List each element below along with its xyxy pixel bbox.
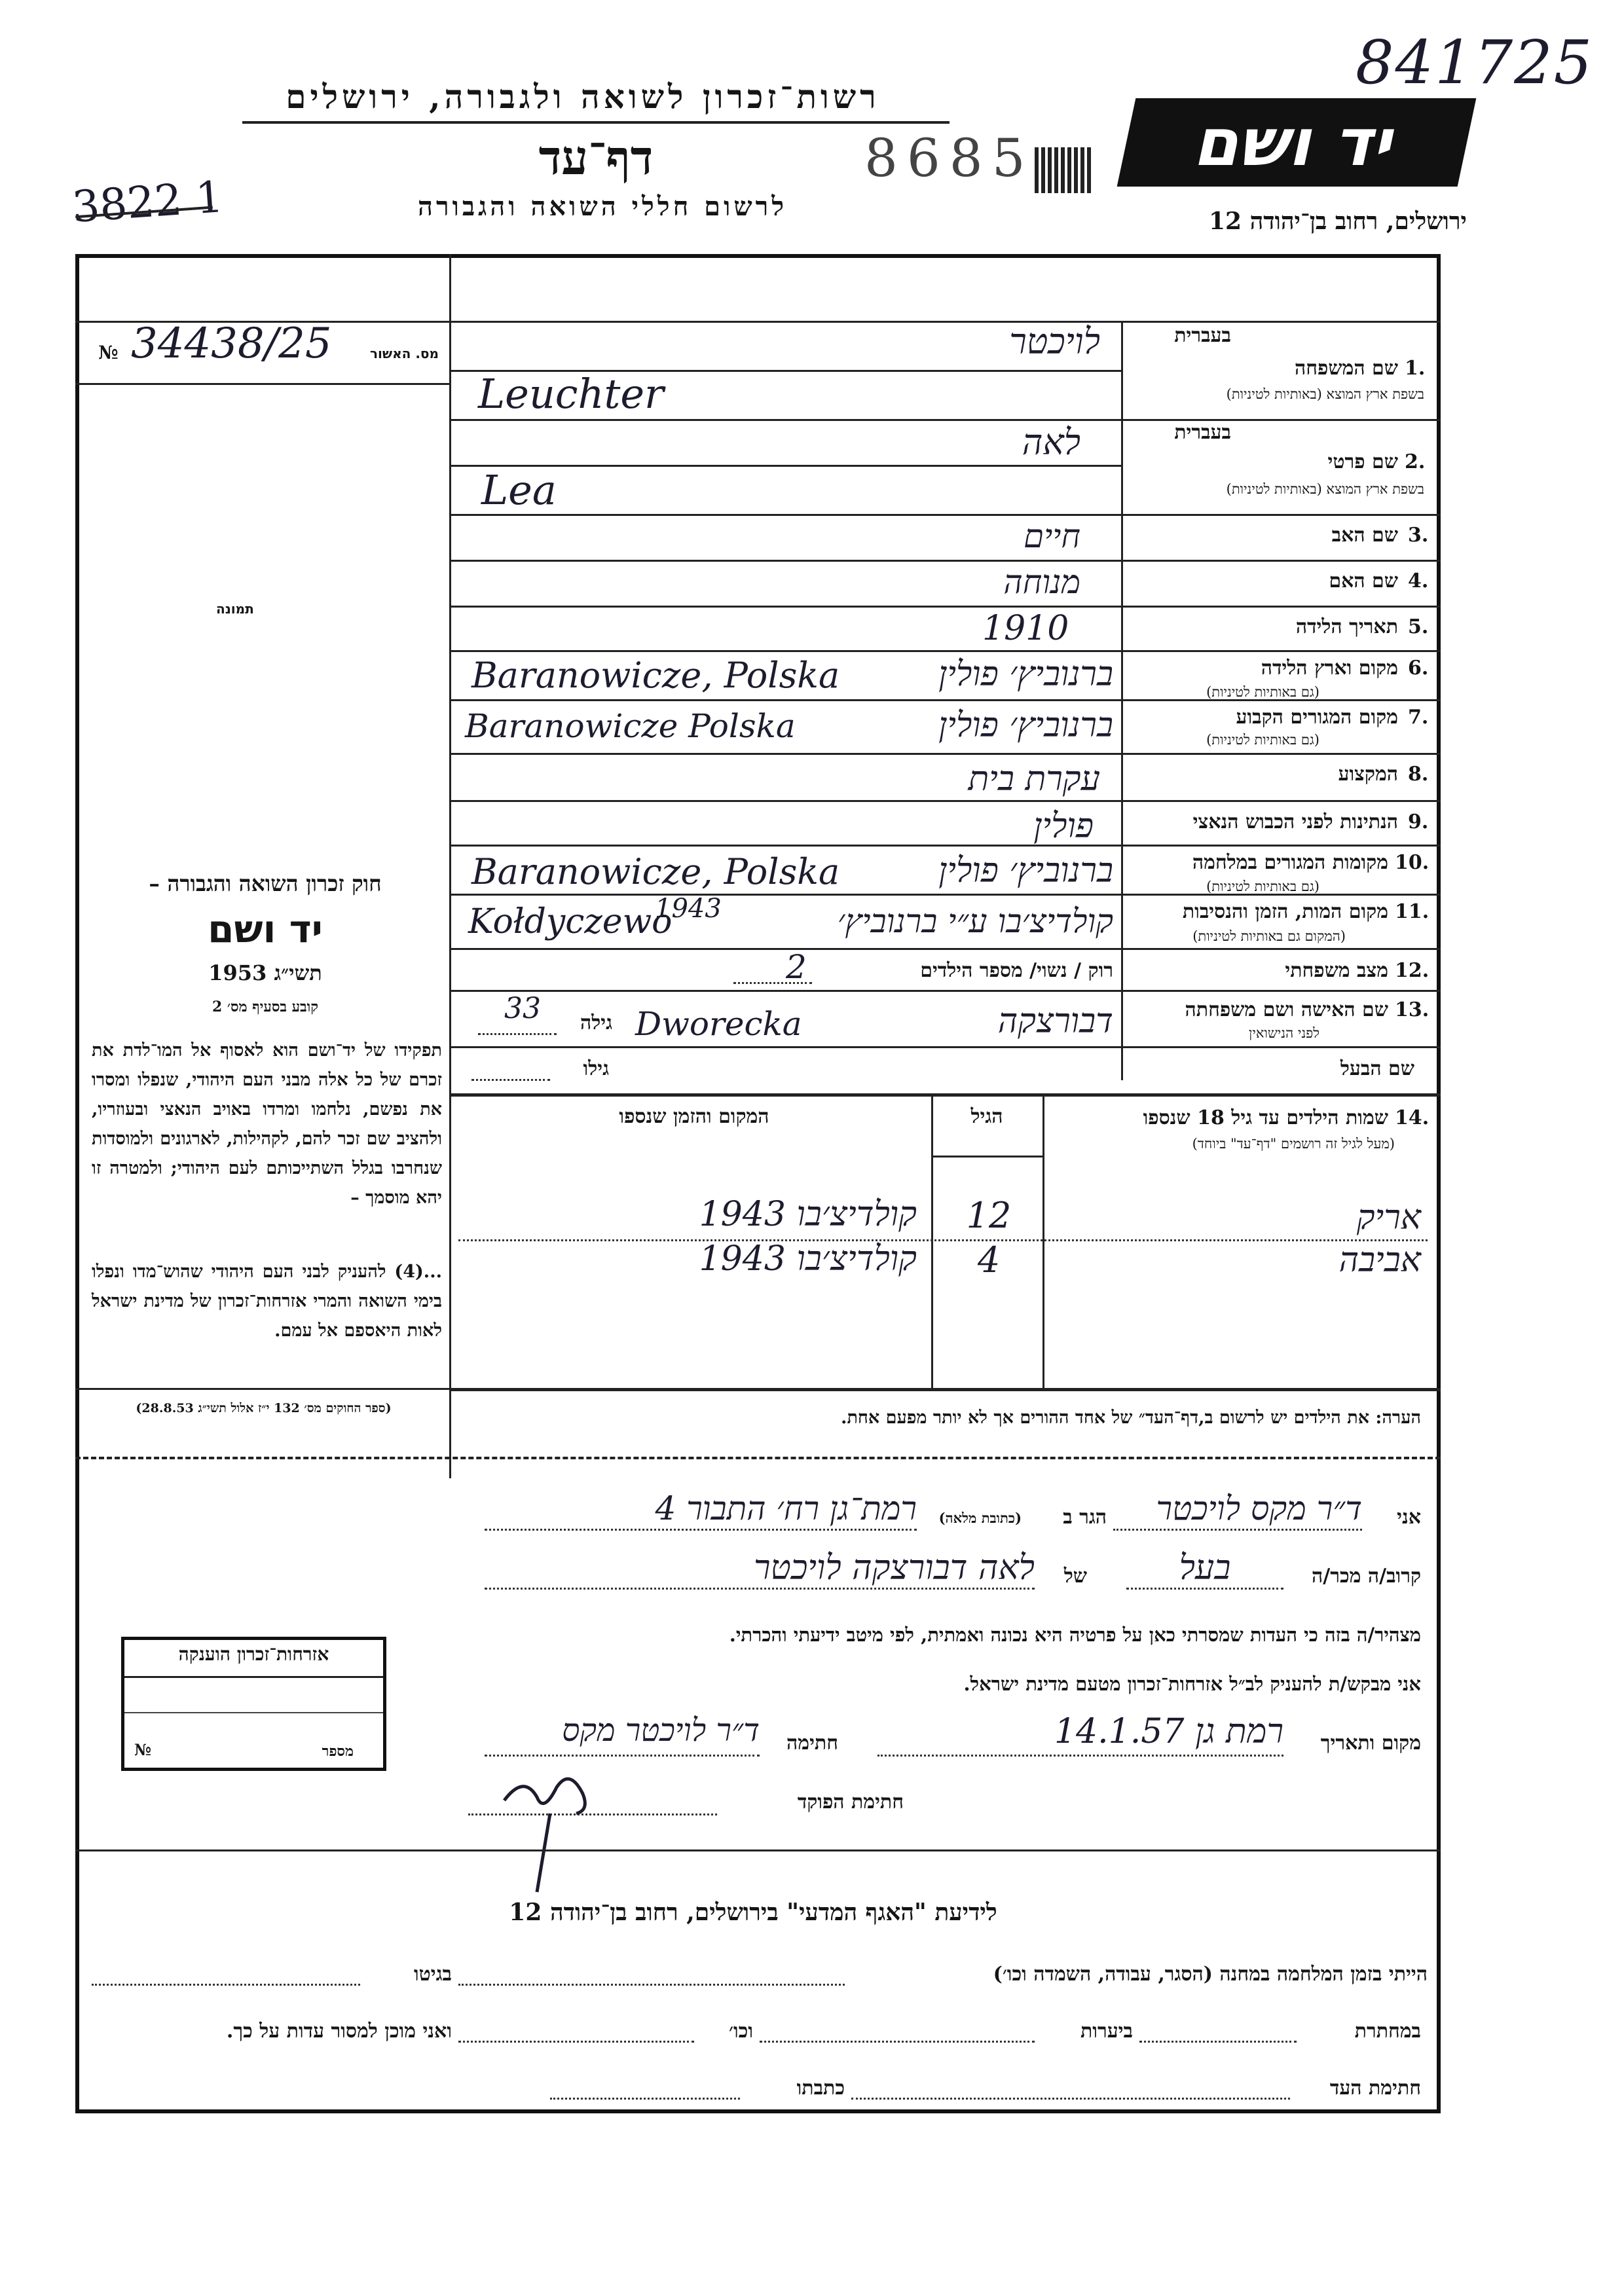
child-age: 12 [966, 1195, 1012, 1236]
child-age: 4 [977, 1239, 1001, 1281]
row-line [449, 699, 1441, 701]
law-name: יד ושם [208, 907, 323, 951]
children-table-top [449, 1093, 1441, 1097]
row-line [449, 1046, 1441, 1048]
field-13-age-value: 33 [504, 992, 541, 1025]
child-place: קולדיצ׳בו 1943 [699, 1195, 917, 1234]
field-5-number: 5. [1408, 615, 1429, 638]
husband-age-label: גילו [583, 1057, 609, 1080]
field-11-sublabel: (המקום גם באותיות לטיניות) [1192, 928, 1346, 944]
handwritten-left-number: 3822 1 [70, 172, 225, 232]
field-2-hebrew-value: לאה [1022, 422, 1080, 463]
handwritten-archive-number: 841725 [1356, 27, 1594, 98]
field-7-hebrew-value: ברנוביץ׳ פולין [938, 706, 1113, 745]
cert-line [75, 383, 449, 385]
field-13-number: 13. [1395, 998, 1430, 1021]
field-2-sublabel: בשפת ארץ המוצא (באותיות לטיניות) [1226, 481, 1424, 497]
law-title: חוק זכרון השואה והגבורה – [149, 871, 382, 896]
form-title: דף־עד [538, 130, 654, 185]
husband-age-line [471, 1079, 550, 1081]
stamp-number: 8685 [864, 128, 1035, 189]
address-hint: (כתובת מלאה) [938, 1510, 1022, 1526]
field-1-sublabel: בשפת ארץ המוצא (באותיות לטיניות) [1226, 386, 1424, 402]
research-line1-dots [458, 1984, 845, 1986]
form-subtitle: לרשום חללי השואה והגבורה [417, 191, 788, 222]
children-title: שמות הילדים עד גיל 18 שנספו [1143, 1106, 1388, 1129]
law-year: תשי״ג 1953 [208, 960, 322, 985]
row-line [449, 753, 1441, 755]
field-13-hebrew-value: דבורצקה [997, 1002, 1113, 1041]
field-6-latin-value: Baranowicze, Polska [471, 655, 840, 696]
row-line [449, 514, 1441, 516]
field-7-sublabel: (גם באותיות לטיניות) [1206, 732, 1320, 748]
research-line3-dots [851, 2098, 1290, 2100]
research-line2-mid: ביערות [1080, 2020, 1133, 2043]
field-8-label: המקצוע [1338, 763, 1398, 786]
clerk-signature-label: חתימת הפוקד [797, 1791, 904, 1813]
row-line [449, 948, 1441, 950]
declaration-i-line [1113, 1529, 1362, 1531]
institution-name: רשות־זכרון לשואה ולגבורה, ירושלים [286, 77, 880, 116]
place-date-label: מקום ותאריך [1320, 1732, 1421, 1755]
of-value: לאה דבורצקה לויכטר [754, 1548, 1035, 1588]
field-13-latin-value: Dworecka [635, 1005, 802, 1043]
of-label: של [1063, 1565, 1087, 1588]
field-6-sublabel: (גם באותיות לטיניות) [1206, 684, 1320, 700]
row-line [449, 800, 1441, 802]
citizenship-box-number-label: מספר [322, 1743, 354, 1760]
photo-label: תמונה [216, 601, 254, 617]
declaration-statement: מצהיר/ה בזה כי העדות שמסרתי כאן על פרטיה היא נכונה ואמתית, לפי מיטב ידיעתי והכרתי. [729, 1624, 1421, 1646]
child-name: אריק [1356, 1198, 1421, 1237]
field-10-sublabel: (גם באותיות לטיניות) [1206, 879, 1320, 894]
research-line1-dots-left [92, 1984, 360, 1986]
field-12-options: רוק / נשוי/ מספר הילדים [920, 959, 1113, 982]
address: ירושלים, רחוב בן־יהודה 12 [1208, 208, 1467, 235]
place-date-line [877, 1755, 1283, 1757]
field-2-number: 2. [1405, 450, 1426, 473]
citizenship-box-line [124, 1712, 383, 1713]
field-4-label: שם האם [1329, 570, 1398, 592]
address-line [485, 1529, 917, 1531]
research-line2-start: במחתרת [1354, 2020, 1421, 2043]
research-line3-end: כתבתו [796, 2077, 845, 2100]
field-12-underline [733, 982, 812, 984]
research-line1: הייתי בזמן המלחמה במחנה (הסגר, עבודה, השמדה וכו׳) [993, 1963, 1428, 1986]
field-9-label: הנתינות לפני הכבוש הנאצי [1192, 811, 1398, 833]
research-line2-etc: וכו׳ [729, 2020, 753, 2043]
declaration-request: אני מבקש/ת להעניק לב״ל אזרחות־זכרון מטעם מדינת ישראל. [963, 1673, 1421, 1695]
field-2-in-hebrew: בעברית [1174, 421, 1231, 444]
field-13-age-label: גילה [580, 1011, 612, 1034]
declaration-i-label: אני [1397, 1506, 1421, 1529]
field-4-value: מנוחה [1003, 563, 1080, 601]
field-13-label: שם האישה ושם משפחתה [1185, 998, 1388, 1021]
clerk-signature-scribble [498, 1761, 616, 1899]
address-value: רמת־גן רח׳ התבור 4 [655, 1489, 917, 1527]
relative-label: קרוב/ה מכר/ה [1312, 1565, 1421, 1588]
residing-label: הגר ב [1063, 1506, 1107, 1529]
signature-label: חתימה [786, 1732, 838, 1755]
citizenship-box-title: אזרחות־זכרון הוענקה [178, 1643, 329, 1665]
row-line [449, 606, 1441, 608]
note-bottom-line [75, 1457, 1441, 1459]
research-line3-start: חתימת העד [1329, 2077, 1421, 2100]
field-9-value: פולין [1033, 807, 1094, 846]
field-8-value: עקרת בית [968, 759, 1100, 799]
stamp-marks [1035, 147, 1094, 193]
declaration-i-value: ד״ר מקס לויכטר [1156, 1489, 1362, 1527]
field-1-number: 1. [1405, 357, 1426, 380]
field-1-hebrew-value: לויכטר [1009, 321, 1100, 362]
children-place-header: המקום והזמן שנספו [619, 1105, 769, 1128]
children-header-line [931, 1156, 1043, 1157]
field-10-label: מקומות המגורים במלחמה [1192, 851, 1388, 874]
field-5-value: 1910 [982, 609, 1069, 648]
field-13-sublabel: לפני הנישואין [1249, 1025, 1320, 1041]
of-line [485, 1588, 1035, 1590]
field-3-value: חיים [1023, 517, 1080, 555]
child-place: קולדיצ׳בו 1943 [699, 1239, 917, 1279]
field-11-label: מקום המות, הזמן והנסיבות [1182, 900, 1388, 923]
field-6-label: מקום וארץ הלידה [1261, 657, 1398, 680]
field-13-age-line [478, 1033, 557, 1035]
research-title: לידיעת "האגף המדעי" בירושלים, רחוב בן־יהודה 12 [509, 1899, 997, 1926]
row-line [449, 990, 1441, 992]
row-line [449, 894, 1441, 896]
signature-value: ד״ר לויכטר מקס [562, 1712, 760, 1749]
research-line2-dots [1139, 2041, 1297, 2043]
research-top-line [75, 1850, 1441, 1851]
field-10-latin-value: Baranowicze, Polska [471, 851, 840, 892]
law-clause: קובע בסעיף מס׳ 2 [212, 998, 319, 1015]
law-text: תפקידו של יד־ושם הוא לאסוף אל המו־לדת את זכרם של כל אלה מבני העם היהודי, שנפלו ומסרו את נפשם, נלחמו ומרדו באויב הנאצי ובעוזריו, ולהציב שם זכר להם, לקהילות, לארגונים ולמוסדות שנחרבו בגלל השתייכותם לעם היהודי; ולמטרה זו יהא מוסמך – [92, 1040, 442, 1208]
husband-label: שם הבעל [1340, 1057, 1414, 1080]
field-2-latin-value: Lea [481, 466, 557, 514]
field-1-label: שם המשפחה [1294, 357, 1398, 380]
note: הערה: את הילדים יש לרשום ב,דף־העד״ של אחד ההורים אך לא יותר מפעם אחת. [841, 1408, 1421, 1428]
field-3-label: שם האב [1331, 524, 1398, 547]
field-2-label: שם פרטי [1327, 450, 1398, 473]
row-line [449, 560, 1441, 562]
citizenship-box-line [124, 1676, 383, 1678]
children-age-header: הגיל [970, 1105, 1003, 1128]
research-line1-end: בגיטו [413, 1963, 452, 1986]
field-12-number: 12. [1395, 959, 1430, 982]
child-name: אביבה [1338, 1241, 1421, 1280]
field-7-latin-value: Baranowicze Polska [465, 707, 796, 745]
relative-value: בעל [1179, 1548, 1231, 1588]
law-source-line [75, 1388, 449, 1390]
field-10-number: 10. [1395, 851, 1430, 874]
field-4-number: 4. [1408, 570, 1429, 592]
field-11-number: 11. [1395, 900, 1430, 923]
field-8-number: 8. [1408, 763, 1429, 786]
field-6-number: 6. [1408, 657, 1429, 680]
research-line2-end: ואני מוכן למסור עדות על כך. [226, 2020, 452, 2043]
research-line2-dots3 [458, 2041, 694, 2043]
field-12-children-count: 2 [786, 948, 807, 986]
field-10-hebrew-value: ברנוביץ׳ פולין [938, 851, 1113, 890]
certificate-label: מס. האשור [370, 346, 439, 361]
relative-line [1126, 1588, 1283, 1590]
law-source: (ספר החוקים מס׳ 132 י״ז אלול תשי״ג 28.8.53) [136, 1401, 392, 1415]
field-7-label: מקום המגורים הקבוע [1236, 706, 1398, 729]
field-1-in-hebrew: בעברית [1174, 324, 1231, 347]
divider-left-column [449, 254, 451, 1478]
row-line [449, 419, 1441, 421]
field-7-number: 7. [1408, 706, 1429, 729]
field-3-number: 3. [1408, 524, 1429, 547]
field-6-hebrew-value: ברנוביץ׳ פולין [938, 655, 1113, 694]
field-11-latin-value: Kołdyczewo [468, 902, 673, 941]
certificate-number: 34438/25 [131, 319, 332, 368]
research-line2-dots2 [760, 2041, 1035, 2043]
field-11-hebrew-value: קולדיצ׳בו ע״י ברנוביץ׳ [837, 902, 1113, 940]
field-12-label: מצב משפחתי [1285, 959, 1388, 982]
yad-vashem-logo: יד ושם [1117, 98, 1477, 187]
field-11-year: 1943 [655, 894, 722, 924]
header-underline [242, 121, 950, 124]
research-line3-dots2 [550, 2098, 740, 2100]
certificate-symbol: № [98, 342, 119, 363]
law-clause-4: ...(4) להעניק לבני העם היהודי שהוש־מדו ונפלו בימי השואה והמרי אזרחות־זכרון של מדינת ישראל לאות היאספם אל עמם. [92, 1262, 442, 1341]
note-top-line [449, 1388, 1441, 1391]
row-line [449, 650, 1441, 652]
children-subtitle: (מעל לגיל זה רושמים "דף־עד" ביוחד) [1192, 1136, 1395, 1152]
signature-line [485, 1755, 760, 1757]
place-date-value: רמת גן 14.1.57 [1054, 1712, 1283, 1751]
citizenship-box-symbol: № [134, 1740, 152, 1759]
field-1-latin-value: Leuchter [478, 370, 664, 418]
children-number: 14. [1395, 1106, 1430, 1129]
field-9-number: 9. [1408, 811, 1429, 833]
field-5-label: תאריך הלידה [1295, 615, 1398, 638]
